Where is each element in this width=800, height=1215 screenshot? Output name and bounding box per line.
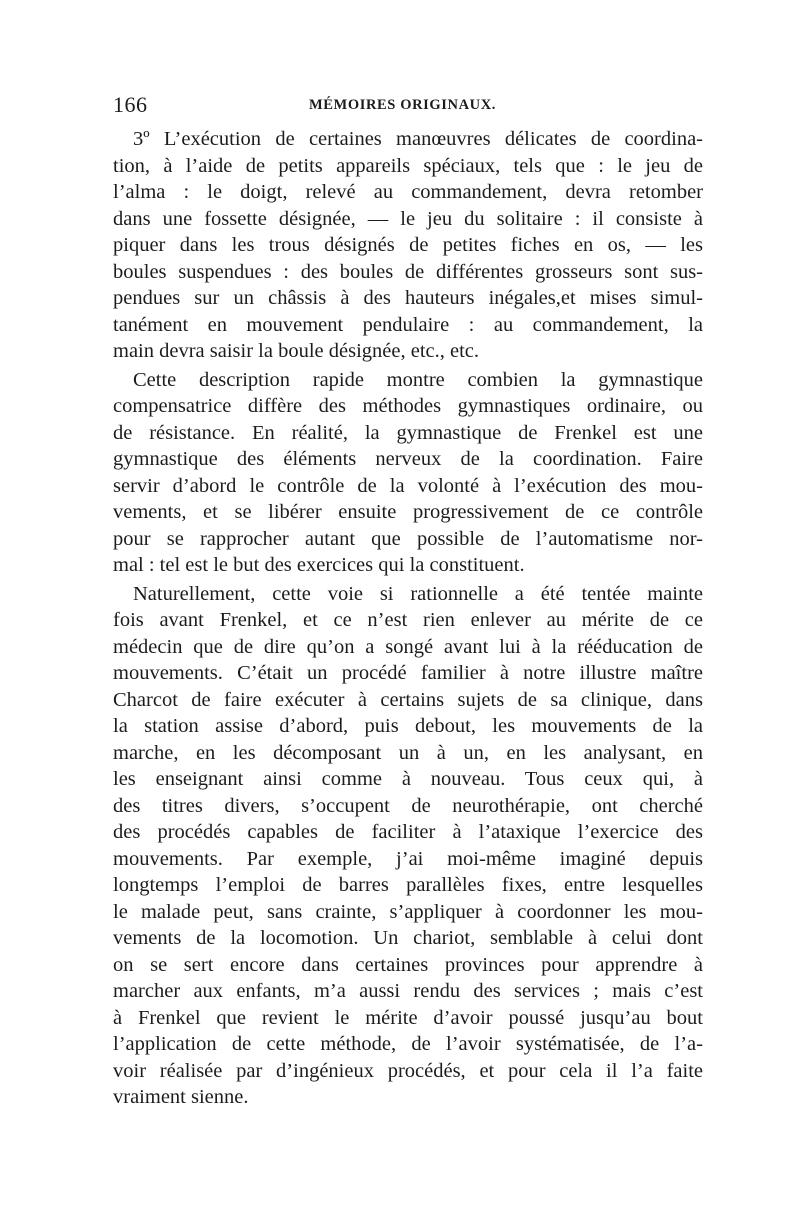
page-header <box>113 92 703 118</box>
text-line: 3º L’exécution de certaines manœuvres délicates de coordina- <box>133 128 703 150</box>
text-line: dans une fossette désignée, — le jeu du solitaire : il consiste à <box>113 207 703 230</box>
running-head: MÉMOIRES ORIGINAUX. <box>309 97 497 113</box>
text-line: à Frenkel que revient le mérite d’avoir poussé jusqu’au bout <box>113 1006 703 1029</box>
text-line: de résistance. En réalité, la gymnastique de Frenkel est une <box>113 421 703 444</box>
page-number: 166 <box>113 92 148 117</box>
text-line: fois avant Frenkel, et ce n’est rien enlever au mérite de ce <box>113 609 703 631</box>
text-line: tion, à l’aide de petits appareils spéciaux, tels que : le jeu de <box>113 154 703 177</box>
text-line: compensatrice diffère des méthodes gymnastiques ordinaire, ou <box>113 395 703 417</box>
body-text <box>113 126 703 1111</box>
text-line: mouvements. C’était un procédé familier à notre illustre maître <box>113 662 703 684</box>
text-line: vements de la locomotion. Un chariot, semblable à celui dont <box>113 927 703 949</box>
text-line: les enseignant ainsi comme à nouveau. Tous ceux qui, à <box>113 768 703 790</box>
paragraph-2 <box>113 367 703 579</box>
text-line: l’application de cette méthode, de l’avoir systématisée, de l’a- <box>113 1033 703 1055</box>
text-line: marcher aux enfants, m’a aussi rendu des services ; mais c’est <box>113 980 703 1002</box>
text-line: pour se rapprocher autant que possible de l’automatisme nor- <box>113 527 703 550</box>
text-line: longtemps l’emploi de barres parallèles fixes, entre lesquelles <box>113 874 703 896</box>
text-line: marche, en les décomposant un à un, en les analysant, en <box>113 741 703 764</box>
text-line: vements, et se libérer ensuite progressivement de ce contrôle <box>113 501 703 523</box>
text-line: Charcot de faire exécuter à certains sujets de sa clinique, dans <box>113 688 703 711</box>
text-line: voir réalisée par d’ingénieux procédés, et pour cela il l’a faite <box>113 1059 703 1082</box>
text-line: le malade peut, sans crainte, s’appliquer à coordonner les mou- <box>113 900 703 923</box>
text-line: tanément en mouvement pendulaire : au commandement, la <box>113 313 703 336</box>
text-line: pendues sur un châssis à des hauteurs inégales,et mises simul- <box>113 287 703 309</box>
paragraph-1 <box>113 126 703 365</box>
text-line: Naturellement, cette voie si rationnelle a été tentée mainte <box>133 582 703 605</box>
text-line: médecin que de dire qu’on a songé avant lui à la rééducation de <box>113 635 703 658</box>
text-line: gymnastique des éléments nerveux de la coordination. Faire <box>113 448 703 470</box>
text-line: piquer dans les trous désignés de petites fiches en os, — les <box>113 234 703 256</box>
text-line: des procédés capables de faciliter à l’ataxique l’exercice des <box>113 821 703 843</box>
text-line: vraiment sienne. <box>113 1086 249 1108</box>
text-line: main devra saisir la boule désignée, etc., etc. <box>113 340 480 362</box>
text-line: l’alma : le doigt, relevé au commandement, devra retomber <box>113 181 703 203</box>
text-line: on se sert encore dans certaines provinces pour apprendre à <box>113 953 703 976</box>
text-line: Cette description rapide montre combien la gymnastique <box>133 368 703 391</box>
text-line: boules suspendues : des boules de différentes grosseurs sont sus- <box>113 260 703 283</box>
text-line: la station assise d’abord, puis debout, les mouvements de la <box>113 715 703 737</box>
text-line: mouvements. Par exemple, j’ai moi-même imaginé depuis <box>113 847 703 870</box>
text-line: mal : tel est le but des exercices qui la constituent. <box>113 554 525 576</box>
paragraph-3 <box>113 581 703 1111</box>
text-line: des titres divers, s’occupent de neurothérapie, ont cherché <box>113 794 703 817</box>
text-line: servir d’abord le contrôle de la volonté à l’exécution des mou- <box>113 474 703 497</box>
